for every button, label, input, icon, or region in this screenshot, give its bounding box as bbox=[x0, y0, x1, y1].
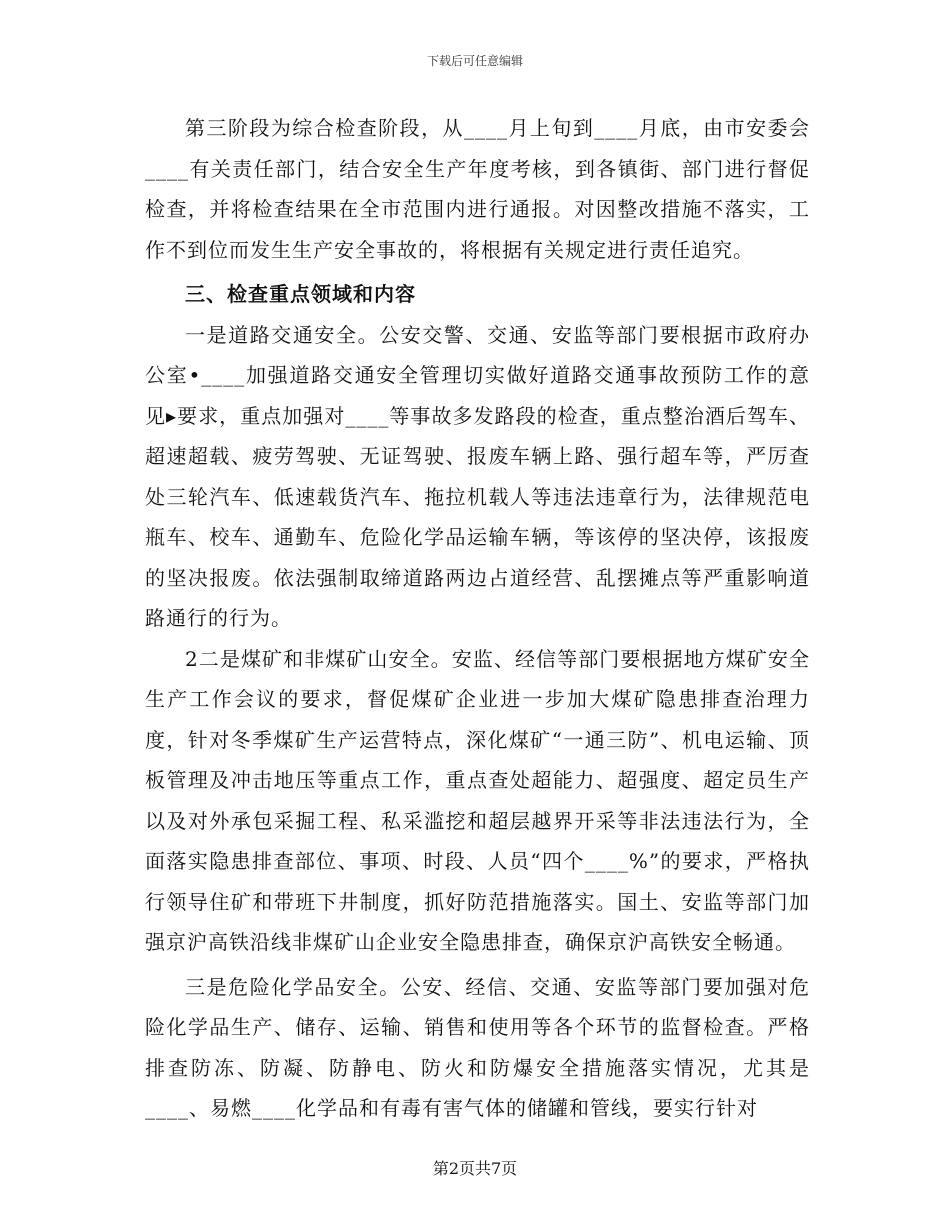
section-heading: 三、检查重点领域和内容 bbox=[185, 282, 416, 306]
paragraph-stage-three: 第三阶段为综合检查阶段，从____月上旬到____月底，由市安委会____有关责任部门，结合安全生产年度考核，到各镇街、部门进行督促检查，并将检查结果在全市范围内进行通报。对因整改措施不落实，工作不到位而发生生产安全事故的，将根据有关规定进行责任追究。 bbox=[145, 116, 810, 262]
paragraph-mine-safety: 2二是煤矿和非煤矿山安全。安监、经信等部门要根据地方煤矿安全生产工作会议的要求，督促煤矿企业进一步加大煤矿隐患排查治理力度，针对冬季煤矿生产运营特点，深化煤矿“一通三防”、机电运输、顶板管理及冲击地压等重点工作，重点查处超能力、超强度、超定员生产以及对外承包采掘工程、私采滥挖和超层越界开采等非法违法行为，全面落实隐患排查部位、事项、时段、人员“四个____%”的要求，严格执行领导住矿和带班下井制度，抓好防范措施落实。国土、安监等部门加强京沪高铁沿线非煤矿山企业安全隐患排查，确保京沪高铁安全畅通。 bbox=[145, 646, 810, 954]
paragraph-hazardous-chemicals: 三是危险化学品安全。公安、经信、交通、安监等部门要加强对危险化学品生产、储存、运输、销售和使用等各个环节的监督检查。严格排查防冻、防凝、防静电、防火和防爆安全措施落实情况，尤其是____、易燃____化学品和有毒有害气体的储罐和管线，要实行针对 bbox=[145, 974, 810, 1120]
page-number: 第2页共7页 bbox=[432, 1159, 518, 1178]
paragraph-road-traffic: 一是道路交通安全。公安交警、交通、安监等部门要根据市政府办公室•____加强道路交通安全管理切实做好道路交通事故预防工作的意见▸要求，重点加强对____等事故多发路段的检查，重点整治酒后驾车、超速超载、疲劳驾驶、无证驾驶、报废车辆上路、强行超车等，严厉查处三轮汽车、低速载货汽车、拖拉机载人等违法违章行为，法律规范电瓶车、校车、通勤车、危险化学品运输车辆，等该停的坚决停，该报废的坚决报废。依法强制取缔道路两边占道经营、乱摆摊点等严重影响道路通行的行为。 bbox=[145, 322, 810, 630]
page-header: 下载后可任意编辑 bbox=[426, 54, 523, 68]
document-body bbox=[145, 108, 810, 1129]
